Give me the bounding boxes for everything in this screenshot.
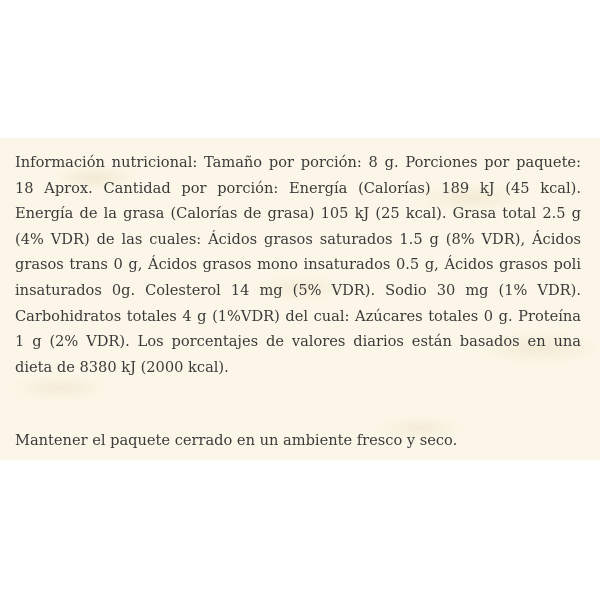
- nutrition-label-panel: [0, 138, 600, 460]
- nutrition-information-paragraph: Información nutricional: Tamaño por porción: 8 g. Porciones por paquete: 18 Aprox. Cantidad por porción: Energía (Calorías) 189 kJ (45 kcal). Energía de la grasa (Calorías de grasa) 105 kJ (25 kcal). Grasa total 2.5 g (4% VDR) de las cuales: Ácidos grasos saturados 1.5 g (8% VDR), Ácidos grasos trans 0 g, Ácidos grasos mono insaturados 0.5 g, Ácidos grasos poli insaturados 0g. Colesterol 14 mg (5% VDR). Sodio 30 mg (1% VDR). Carbohidratos totales 4 g (1%VDR) del cual: Azúcares totales 0 g. Proteína 1 g (2% VDR). Los porcentajes de valores diarios están basados en una dieta de 8380 kJ (2000 kcal).: [15, 154, 581, 376]
- storage-instruction: Mantener el paquete cerrado en un ambiente fresco y seco.: [15, 432, 458, 449]
